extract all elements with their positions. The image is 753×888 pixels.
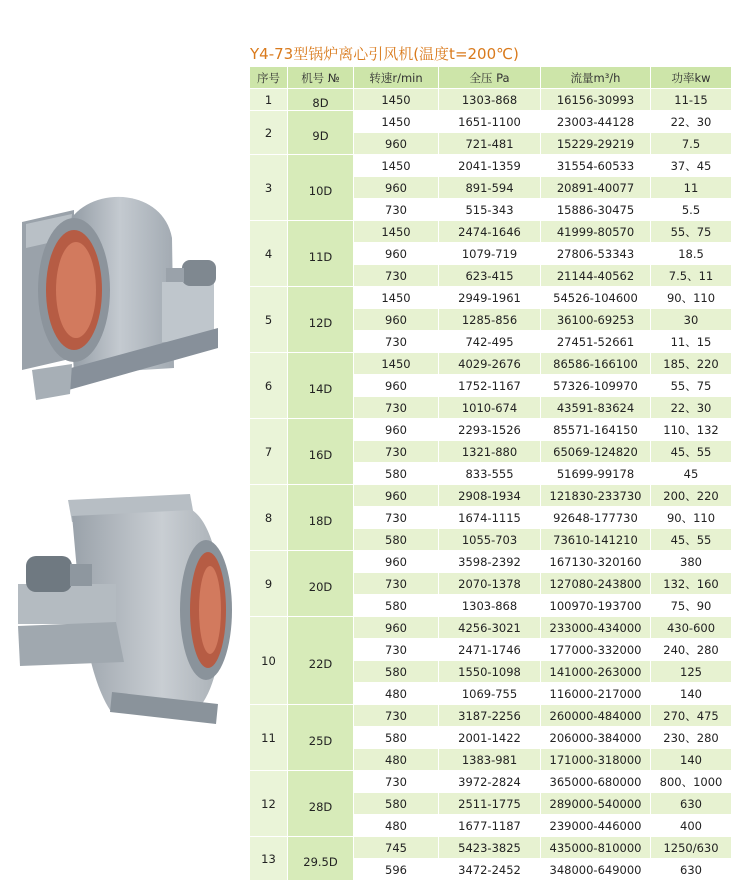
speed-cell: 730 — [354, 507, 439, 529]
speed-cell: 960 — [354, 133, 439, 155]
pressure-cell: 4029-2676 — [439, 353, 541, 375]
flow-cell: 43591-83624 — [541, 397, 651, 419]
fan-spec-table — [250, 67, 732, 881]
flow-cell: 86586-166100 — [541, 353, 651, 375]
pressure-cell: 1079-719 — [439, 243, 541, 265]
power-cell: 140 — [651, 749, 732, 771]
flow-cell: 51699-99178 — [541, 463, 651, 485]
speed-cell: 480 — [354, 683, 439, 705]
power-cell: 75、90 — [651, 595, 732, 617]
model-number-label: 18D — [308, 513, 333, 528]
speed-cell: 1450 — [354, 221, 439, 243]
pressure-cell: 2070-1378 — [439, 573, 541, 595]
power-cell: 380 — [651, 551, 732, 573]
speed-cell: 580 — [354, 463, 439, 485]
speed-cell: 1450 — [354, 353, 439, 375]
power-cell: 400 — [651, 815, 732, 837]
flow-cell: 141000-263000 — [541, 661, 651, 683]
pressure-cell: 721-481 — [439, 133, 541, 155]
speed-cell: 960 — [354, 177, 439, 199]
pressure-cell: 5423-3825 — [439, 837, 541, 859]
table-title: Y4-73型锅炉离心引风机(温度t=200℃) — [250, 45, 519, 63]
pressure-cell: 1285-856 — [439, 309, 541, 331]
power-cell: 22、30 — [651, 397, 732, 419]
model-number-cell — [288, 617, 354, 705]
flow-cell: 92648-177730 — [541, 507, 651, 529]
flow-cell: 121830-233730 — [541, 485, 651, 507]
flow-cell: 23003-44128 — [541, 111, 651, 133]
power-cell: 5.5 — [651, 199, 732, 221]
speed-cell: 596 — [354, 859, 439, 881]
model-number-label: 8D — [312, 95, 329, 110]
model-number-cell — [288, 287, 354, 353]
flow-cell: 15886-30475 — [541, 199, 651, 221]
pressure-cell: 2293-1526 — [439, 419, 541, 441]
speed-cell: 1450 — [354, 111, 439, 133]
speed-cell: 730 — [354, 265, 439, 287]
flow-cell: 289000-540000 — [541, 793, 651, 815]
pressure-cell: 3598-2392 — [439, 551, 541, 573]
flow-cell: 57326-109970 — [541, 375, 651, 397]
table-row — [250, 89, 732, 111]
centrifugal-fan-image-bottom — [12, 486, 248, 734]
speed-cell: 960 — [354, 485, 439, 507]
model-number-label: 20D — [308, 579, 333, 594]
pressure-cell: 1550-1098 — [439, 661, 541, 683]
flow-cell: 348000-649000 — [541, 859, 651, 881]
power-cell: 110、132 — [651, 419, 732, 441]
power-cell: 90、110 — [651, 287, 732, 309]
power-cell: 200、220 — [651, 485, 732, 507]
speed-cell: 580 — [354, 529, 439, 551]
power-cell: 45、55 — [651, 529, 732, 551]
model-number-label: 9D — [312, 128, 329, 143]
speed-cell: 580 — [354, 595, 439, 617]
serial-number-cell: 9 — [250, 551, 288, 617]
power-cell: 22、30 — [651, 111, 732, 133]
speed-cell: 960 — [354, 617, 439, 639]
flow-cell: 27806-53343 — [541, 243, 651, 265]
serial-number-cell: 6 — [250, 353, 288, 419]
power-cell: 7.5 — [651, 133, 732, 155]
power-cell: 90、110 — [651, 507, 732, 529]
flow-cell: 65069-124820 — [541, 441, 651, 463]
table-row — [250, 705, 732, 727]
column-header: 机号 № — [288, 67, 354, 89]
speed-cell: 1450 — [354, 155, 439, 177]
pressure-cell: 623-415 — [439, 265, 541, 287]
power-cell: 11、15 — [651, 331, 732, 353]
flow-cell: 127080-243800 — [541, 573, 651, 595]
table-row — [250, 837, 732, 859]
pressure-cell: 2001-1422 — [439, 727, 541, 749]
power-cell: 37、45 — [651, 155, 732, 177]
table-row — [250, 617, 732, 639]
table-row — [250, 155, 732, 177]
pressure-cell: 3187-2256 — [439, 705, 541, 727]
speed-cell: 730 — [354, 331, 439, 353]
power-cell: 125 — [651, 661, 732, 683]
speed-cell: 960 — [354, 309, 439, 331]
pressure-cell: 1069-755 — [439, 683, 541, 705]
column-header: 序号 — [250, 67, 288, 89]
flow-cell: 15229-29219 — [541, 133, 651, 155]
model-number-label: 10D — [308, 183, 333, 198]
pressure-cell: 3472-2452 — [439, 859, 541, 881]
speed-cell: 730 — [354, 199, 439, 221]
power-cell: 430-600 — [651, 617, 732, 639]
flow-cell: 100970-193700 — [541, 595, 651, 617]
pressure-cell: 2511-1775 — [439, 793, 541, 815]
flow-cell: 73610-141210 — [541, 529, 651, 551]
power-cell: 270、475 — [651, 705, 732, 727]
speed-cell: 580 — [354, 727, 439, 749]
model-number-label: 25D — [308, 733, 333, 748]
flow-cell: 21144-40562 — [541, 265, 651, 287]
table-row — [250, 485, 732, 507]
power-cell: 1250/630 — [651, 837, 732, 859]
model-number-label: 28D — [308, 799, 333, 814]
power-cell: 45、55 — [651, 441, 732, 463]
table-row — [250, 111, 732, 133]
pressure-cell: 515-343 — [439, 199, 541, 221]
flow-cell: 116000-217000 — [541, 683, 651, 705]
flow-cell: 365000-680000 — [541, 771, 651, 793]
model-number-label: 14D — [308, 381, 333, 396]
flow-cell: 41999-80570 — [541, 221, 651, 243]
flow-cell: 27451-52661 — [541, 331, 651, 353]
table-row — [250, 221, 732, 243]
flow-cell: 239000-446000 — [541, 815, 651, 837]
speed-cell: 730 — [354, 639, 439, 661]
pressure-cell: 1303-868 — [439, 89, 541, 111]
speed-cell: 1450 — [354, 89, 439, 111]
pressure-cell: 742-495 — [439, 331, 541, 353]
flow-cell: 36100-69253 — [541, 309, 651, 331]
power-cell: 11 — [651, 177, 732, 199]
power-cell: 45 — [651, 463, 732, 485]
speed-cell: 480 — [354, 815, 439, 837]
model-number-cell — [288, 485, 354, 551]
power-cell: 7.5、11 — [651, 265, 732, 287]
model-number-cell — [288, 221, 354, 287]
pressure-cell: 891-594 — [439, 177, 541, 199]
power-cell: 630 — [651, 793, 732, 815]
table-row — [250, 353, 732, 375]
model-number-cell — [288, 419, 354, 485]
speed-cell: 730 — [354, 397, 439, 419]
flow-cell: 31554-60533 — [541, 155, 651, 177]
speed-cell: 480 — [354, 749, 439, 771]
power-cell: 11-15 — [651, 89, 732, 111]
model-number-label: 16D — [308, 447, 333, 462]
serial-number-cell: 13 — [250, 837, 288, 881]
pressure-cell: 3972-2824 — [439, 771, 541, 793]
model-number-label: 29.5D — [303, 854, 338, 869]
pressure-cell: 833-555 — [439, 463, 541, 485]
model-number-cell — [288, 837, 354, 881]
pressure-cell: 4256-3021 — [439, 617, 541, 639]
table-row — [250, 287, 732, 309]
speed-cell: 580 — [354, 661, 439, 683]
power-cell: 630 — [651, 859, 732, 881]
serial-number-cell: 4 — [250, 221, 288, 287]
pressure-cell: 1651-1100 — [439, 111, 541, 133]
model-number-label: 12D — [308, 315, 333, 330]
centrifugal-fan-image-top — [12, 178, 242, 413]
flow-cell: 85571-164150 — [541, 419, 651, 441]
table-row — [250, 771, 732, 793]
model-number-label: 22D — [308, 656, 333, 671]
power-cell: 140 — [651, 683, 732, 705]
speed-cell: 960 — [354, 419, 439, 441]
model-number-cell — [288, 705, 354, 771]
pressure-cell: 1321-880 — [439, 441, 541, 463]
speed-cell: 1450 — [354, 287, 439, 309]
flow-cell: 260000-484000 — [541, 705, 651, 727]
speed-cell: 730 — [354, 573, 439, 595]
flow-cell: 171000-318000 — [541, 749, 651, 771]
speed-cell: 730 — [354, 441, 439, 463]
power-cell: 55、75 — [651, 375, 732, 397]
power-cell: 240、280 — [651, 639, 732, 661]
pressure-cell: 1674-1115 — [439, 507, 541, 529]
flow-cell: 435000-810000 — [541, 837, 651, 859]
serial-number-cell: 11 — [250, 705, 288, 771]
power-cell: 230、280 — [651, 727, 732, 749]
model-number-cell — [288, 89, 354, 111]
serial-number-cell: 7 — [250, 419, 288, 485]
column-header: 全压 Pa — [439, 67, 541, 89]
speed-cell: 580 — [354, 793, 439, 815]
speed-cell: 745 — [354, 837, 439, 859]
pressure-cell: 2041-1359 — [439, 155, 541, 177]
power-cell: 55、75 — [651, 221, 732, 243]
power-cell: 30 — [651, 309, 732, 331]
pressure-cell: 1752-1167 — [439, 375, 541, 397]
serial-number-cell: 1 — [250, 89, 288, 111]
model-number-cell — [288, 155, 354, 221]
pressure-cell: 1303-868 — [439, 595, 541, 617]
serial-number-cell: 2 — [250, 111, 288, 155]
pressure-cell: 2908-1934 — [439, 485, 541, 507]
flow-cell: 16156-30993 — [541, 89, 651, 111]
pressure-cell: 2474-1646 — [439, 221, 541, 243]
speed-cell: 730 — [354, 771, 439, 793]
power-cell: 800、1000 — [651, 771, 732, 793]
model-number-cell — [288, 771, 354, 837]
serial-number-cell: 12 — [250, 771, 288, 837]
serial-number-cell: 5 — [250, 287, 288, 353]
model-number-cell — [288, 353, 354, 419]
model-number-cell — [288, 111, 354, 155]
speed-cell: 960 — [354, 375, 439, 397]
pressure-cell: 2471-1746 — [439, 639, 541, 661]
model-number-label: 11D — [308, 249, 333, 264]
table-header-row — [250, 67, 732, 89]
serial-number-cell: 3 — [250, 155, 288, 221]
speed-cell: 730 — [354, 705, 439, 727]
power-cell: 185、220 — [651, 353, 732, 375]
flow-cell: 167130-320160 — [541, 551, 651, 573]
flow-cell: 54526-104600 — [541, 287, 651, 309]
column-header: 流量m³/h — [541, 67, 651, 89]
power-cell: 18.5 — [651, 243, 732, 265]
column-header: 转速r/min — [354, 67, 439, 89]
model-number-cell — [288, 551, 354, 617]
flow-cell: 206000-384000 — [541, 727, 651, 749]
flow-cell: 233000-434000 — [541, 617, 651, 639]
pressure-cell: 1055-703 — [439, 529, 541, 551]
pressure-cell: 1383-981 — [439, 749, 541, 771]
speed-cell: 960 — [354, 551, 439, 573]
table-row — [250, 419, 732, 441]
serial-number-cell: 10 — [250, 617, 288, 705]
table-row — [250, 551, 732, 573]
pressure-cell: 1677-1187 — [439, 815, 541, 837]
pressure-cell: 1010-674 — [439, 397, 541, 419]
pressure-cell: 2949-1961 — [439, 287, 541, 309]
speed-cell: 960 — [354, 243, 439, 265]
flow-cell: 177000-332000 — [541, 639, 651, 661]
power-cell: 132、160 — [651, 573, 732, 595]
column-header: 功率kw — [651, 67, 732, 89]
serial-number-cell: 8 — [250, 485, 288, 551]
flow-cell: 20891-40077 — [541, 177, 651, 199]
